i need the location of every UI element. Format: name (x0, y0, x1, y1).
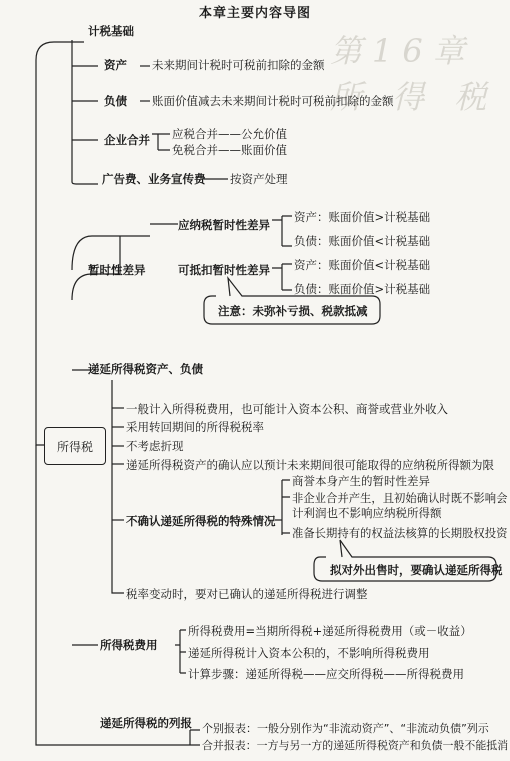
note-callout: 注意：未弥补亏损、税款抵减 (218, 304, 368, 318)
node-expense: 所得税费用 (100, 638, 158, 652)
expense-item-2: 递延所得税计入资本公积的，不影响所得税费用 (188, 646, 430, 660)
asset-desc: 未来期间计税时可税前扣除的金额 (152, 58, 325, 72)
special-item-1: 商誉本身产生的暂时性差异 (292, 474, 430, 488)
liability-desc: 账面价值减去未来期间计税时可税前扣除的金额 (152, 94, 394, 108)
deferred-item-4: 递延所得税资产的确认应以预计未来期间很可能取得的应纳税所得额为限 (126, 458, 494, 472)
node-tax-basis: 计税基础 (88, 24, 134, 38)
presentation-item-1: 个别报表：一般分别作为“非流动资产”、“非流动负债”列示 (202, 722, 489, 735)
watermark: 第16章 所 得 税 (330, 32, 497, 116)
node-liability: 负债 (104, 94, 127, 108)
deductible-liability: 负债：账面价值>计税基础 (294, 282, 431, 296)
node-deductible-diff: 可抵扣暂时性差异 (178, 263, 270, 277)
node-presentation: 递延所得税的列报 (100, 716, 192, 730)
root-line-bottom (36, 445, 96, 745)
presentation-item-2: 合并报表：一方与另一方的递延所得税资产和负债一般不能抵消 (202, 739, 509, 752)
rate-change-item: 税率变动时，要对已确认的递延所得税进行调整 (126, 587, 368, 601)
advertising-desc: 按资产处理 (230, 172, 288, 186)
special-item-2: 非企业合并产生，且初始确认时既不影响会 (292, 491, 508, 505)
expense-item-3: 计算步骤：递延所得税——应交所得税——所得税费用 (188, 667, 464, 681)
node-advertising: 广告费、业务宣传费 (102, 172, 206, 186)
node-deferred: 递延所得税资产、负债 (88, 362, 203, 376)
node-asset: 资产 (104, 58, 127, 72)
node-taxable-diff: 应纳税暂时性差异 (178, 218, 270, 232)
taxable-asset: 资产：账面价值>计税基础 (294, 210, 431, 224)
root-node (44, 427, 106, 465)
node-temp-diff: 暂时性差异 (88, 263, 146, 277)
taxable-liability: 负债：账面价值<计税基础 (294, 234, 431, 248)
special-item-4: 准备长期持有的权益法核算的长期股权投资 (292, 526, 508, 540)
node-special-cases: 不确认递延所得税的特殊情况 (126, 514, 276, 528)
special-callout: 拟对外出售时，要确认递延所得税 (330, 563, 503, 577)
root-label: 所得税 (56, 439, 93, 454)
expense-item-1: 所得税费用=当期所得税+递延所得税费用（或－收益） (188, 624, 472, 638)
page-title: 本章主要内容导图 (198, 6, 311, 21)
deferred-item-2: 采用转回期间的所得税税率 (126, 420, 264, 434)
deductible-asset: 资产：账面价值<计税基础 (294, 258, 431, 272)
deferred-item-1: 一般计入所得税费用，也可能计入资本公积、商誉或营业外收入 (126, 402, 448, 416)
merger-tax-free: 免税合并——账面价值 (172, 143, 287, 157)
node-merger: 企业合并 (104, 133, 150, 147)
root-line-top (36, 42, 84, 445)
deferred-item-3: 不考虑折现 (126, 439, 184, 453)
merger-taxable: 应税合并——公允价值 (172, 127, 287, 141)
special-item-3: 计利润也不影响应纳税所得额 (292, 506, 442, 520)
